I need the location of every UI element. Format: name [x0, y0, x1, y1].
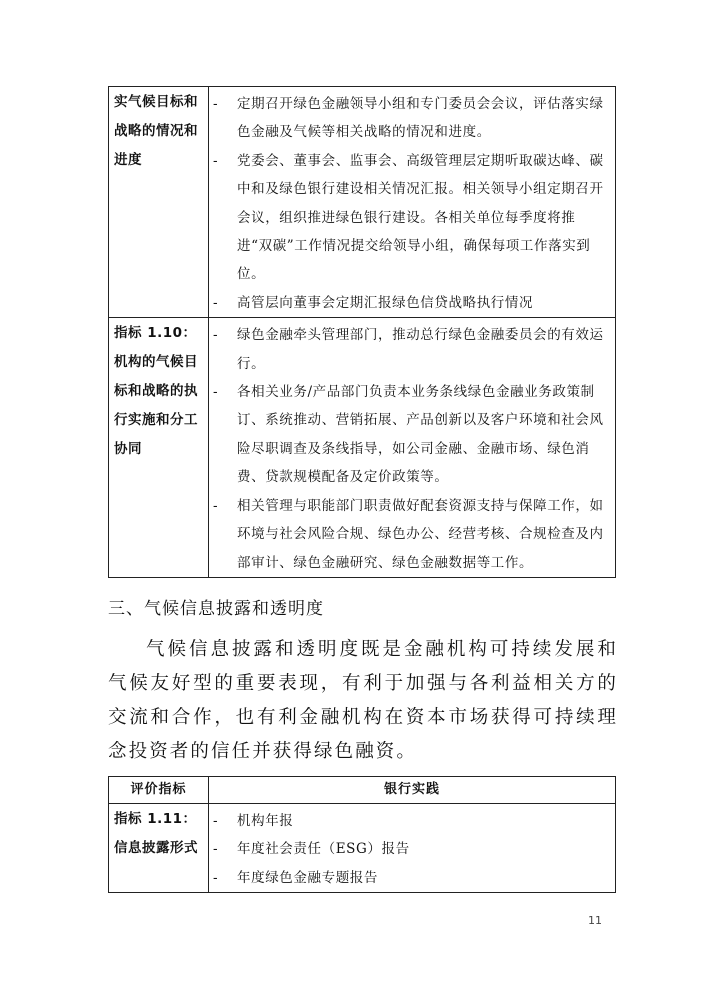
practice-cell [209, 318, 616, 578]
bullet-dash: - [213, 152, 219, 169]
bullet-dash: - [213, 384, 219, 401]
list-item [213, 321, 607, 378]
practice-list [209, 804, 615, 892]
list-item-text: 年度绿色金融专题报告 [237, 869, 378, 886]
list-item-text: 高管层向董事会定期汇报绿色信贷战略执行情况 [237, 294, 534, 311]
list-item-text: 定期召开绿色金融领导小组和专门委员会会议，评估落实绿色金融及气候等相关战略的情况和进度。 [237, 96, 604, 141]
list-item [213, 864, 607, 892]
bullet-dash: - [213, 327, 219, 344]
list-item [213, 147, 607, 289]
page-number: 11 [588, 914, 602, 927]
table-row [109, 87, 616, 318]
list-item [213, 492, 607, 577]
list-item [213, 90, 607, 147]
list-item-text: 党委会、董事会、监事会、高级管理层定期听取碳达峰、碳中和及绿色银行建设相关情况汇报。相关领导小组定期召开会议，组织推进绿色银行建设。各相关单位每季度将推进“双碳”工作情况提交给领导小组，确保每项工作落实到位。 [237, 152, 604, 283]
bullet-dash: - [213, 497, 219, 514]
list-item [213, 807, 607, 835]
practice-list [209, 318, 615, 577]
column-header-indicator: 评价指标 [109, 777, 209, 804]
table-row [109, 318, 616, 578]
disclosure-table [108, 776, 616, 893]
table-header-row [109, 777, 616, 804]
section-heading: 三、气候信息披露和透明度 [108, 599, 324, 619]
bullet-dash: - [213, 96, 219, 112]
indicator-label: 指标 1.10：机构的气候目标和战略的执行实施和分工协同 [109, 318, 209, 578]
list-item-text: 绿色金融牵头管理部门，推动总行绿色金融委员会的有效运行。 [237, 327, 604, 372]
list-item-text: 相关管理与职能部门职责做好配套资源支持与保障工作，如环境与社会风险合规、绿色办公、经营考核、合规检查及内部审计、绿色金融研究、绿色金融数据等工作。 [237, 497, 604, 571]
bullet-dash: - [213, 841, 219, 858]
indicator-label: 实气候目标和战略的情况和进度 [109, 87, 209, 318]
bullet-dash: - [213, 813, 219, 829]
list-item-text: 各相关业务/产品部门负责本业务条线绿色金融业务政策制订、系统推动、营销拓展、产品创新以及客户环境和社会风险尽职调查及条线指导，如公司金融、金融市场、绿色消费、贷款规模配备及定价政策等。 [237, 384, 604, 486]
indicator-label: 指标 1.11：信息披露形式 [109, 804, 209, 893]
column-header-practice: 银行实践 [209, 777, 616, 804]
governance-table [108, 86, 616, 578]
body-paragraph: 气候信息披露和透明度既是金融机构可持续发展和气候友好型的重要表现，有利于加强与各利益相关方的交流和合作，也有利金融机构在资本市场获得可持续理念投资者的信任并获得绿色融资。 [108, 639, 618, 762]
list-item [213, 289, 607, 317]
practice-list [209, 87, 615, 317]
list-item [213, 835, 607, 863]
list-item-text: 机构年报 [237, 813, 294, 829]
list-item [213, 378, 607, 492]
bullet-dash: - [213, 294, 219, 311]
practice-cell [209, 87, 616, 318]
practice-cell [209, 804, 616, 893]
table-row [109, 804, 616, 893]
list-item-text: 年度社会责任（ESG）报告 [237, 841, 410, 858]
bullet-dash: - [213, 869, 219, 886]
